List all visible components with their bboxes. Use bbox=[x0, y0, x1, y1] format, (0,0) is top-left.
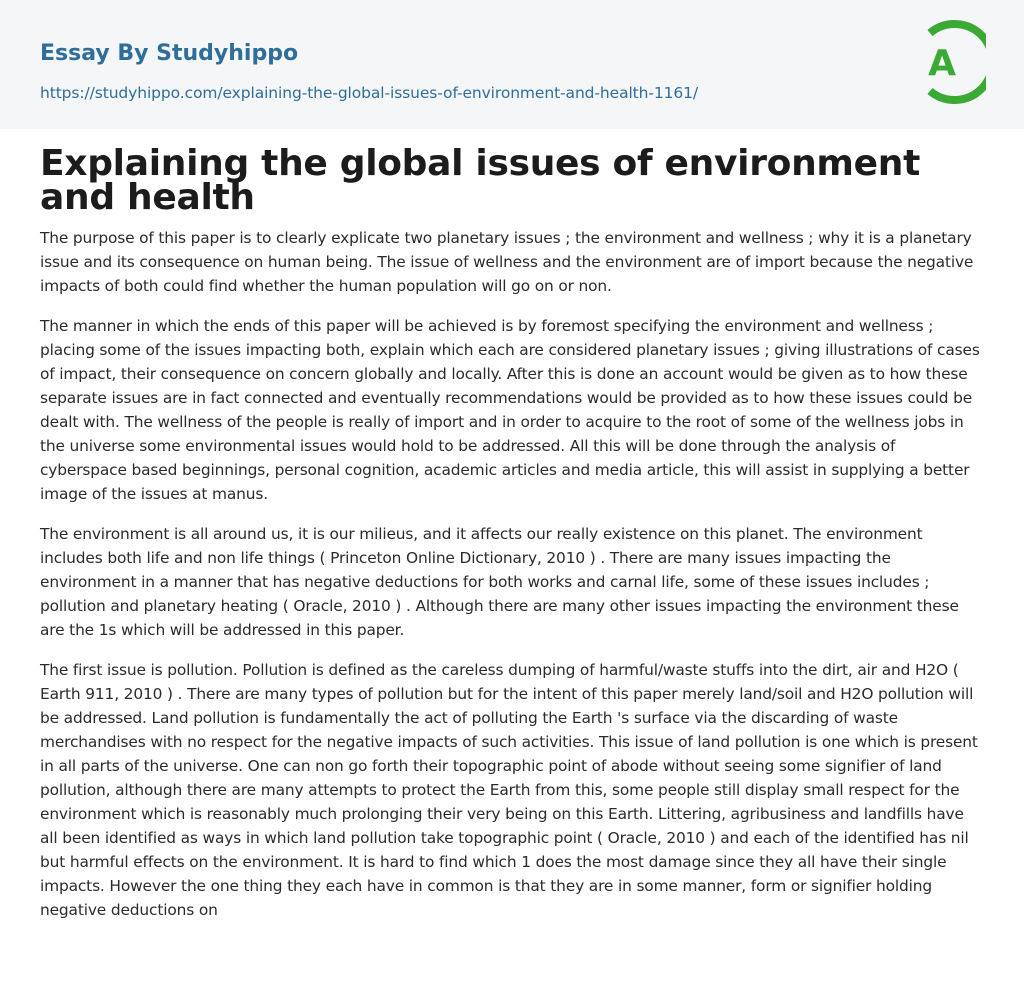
studyhippo-logo-icon[interactable] bbox=[916, 19, 986, 104]
logo-letter: A bbox=[928, 43, 956, 84]
essay-url-link[interactable]: https://studyhippo.com/explaining-the-global-issues-of-environment-and-health-1161/ bbox=[40, 84, 699, 102]
article-content bbox=[0, 143, 1024, 922]
page-title: Explaining the global issues of environment and health bbox=[40, 143, 920, 218]
paragraph-1: The purpose of this paper is to clearly explicate two planetary issues ; the environment and wellness ; why it is a planetary issue and its consequence on human being. The issue of wellness and the environment are of import because the negative impacts of both could find whether the human population will go on or non. bbox=[40, 229, 974, 295]
site-header bbox=[0, 0, 1024, 129]
paragraph-3: The environment is all around us, it is our milieus, and it affects our really existence on this planet. The environment includes both life and non life things ( Princeton Online Dictionary, 2010 ) . There are many issues impacting the environment in a manner that has negative deductions for both works and carnal life, some of these issues includes ; pollution and planetary heating ( Oracle, 2010 ) . Although there are many other issues impacting the environment these are the 1s which will be addressed in this paper. bbox=[40, 525, 959, 639]
brand-title[interactable]: Essay By Studyhippo bbox=[40, 41, 299, 66]
paragraph-4: The first issue is pollution. Pollution is defined as the careless dumping of harmful/waste stuffs into the dirt, air and H2O ( Earth 911, 2010 ) . There are many types of pollution but for the intent of this paper merely land/soil and H2O pollution will be addressed. Land pollution is fundamentally the act of polluting the Earth 's surface via the discarding of waste merchandises with no respect for the negative impacts of such activities. This issue of land pollution is one which is present in all parts of the universe. One can non go forth their topographic point of abode without seeing some signifier of land pollution, although there are many attempts to protect the Earth from this, some people still display small respect for the environment which is reasonably much prolonging their very being on this Earth. Littering, agribusiness and landfills have all been identified as ways in which land pollution take topographic point ( Oracle, 2010 ) and each of the identified has nil but harmful effects on the environment. It is hard to find which 1 does the most damage since they all have their single impacts. However the one thing they each have in common is that they are in some manner, form or signifier holding negative deductions on bbox=[40, 661, 978, 919]
paragraph-2: The manner in which the ends of this paper will be achieved is by foremost specifying the environment and wellness ; placing some of the issues impacting both, explain which each are considered planetary issues ; giving illustrations of cases of impact, their consequence on concern globally and locally. After this is done an account would be given as to how these separate issues are in fact connected and eventually recommendations would be provided as to how these issues could be dealt with. The wellness of the people is really of import and in order to acquire to the root of some of the wellness jobs in the universe some environmental issues would hold to be addressed. All this will be done through the analysis of cyberspace based beginnings, personal cognition, academic articles and media article, this will assist in supplying a better image of the issues at manus. bbox=[40, 317, 980, 503]
